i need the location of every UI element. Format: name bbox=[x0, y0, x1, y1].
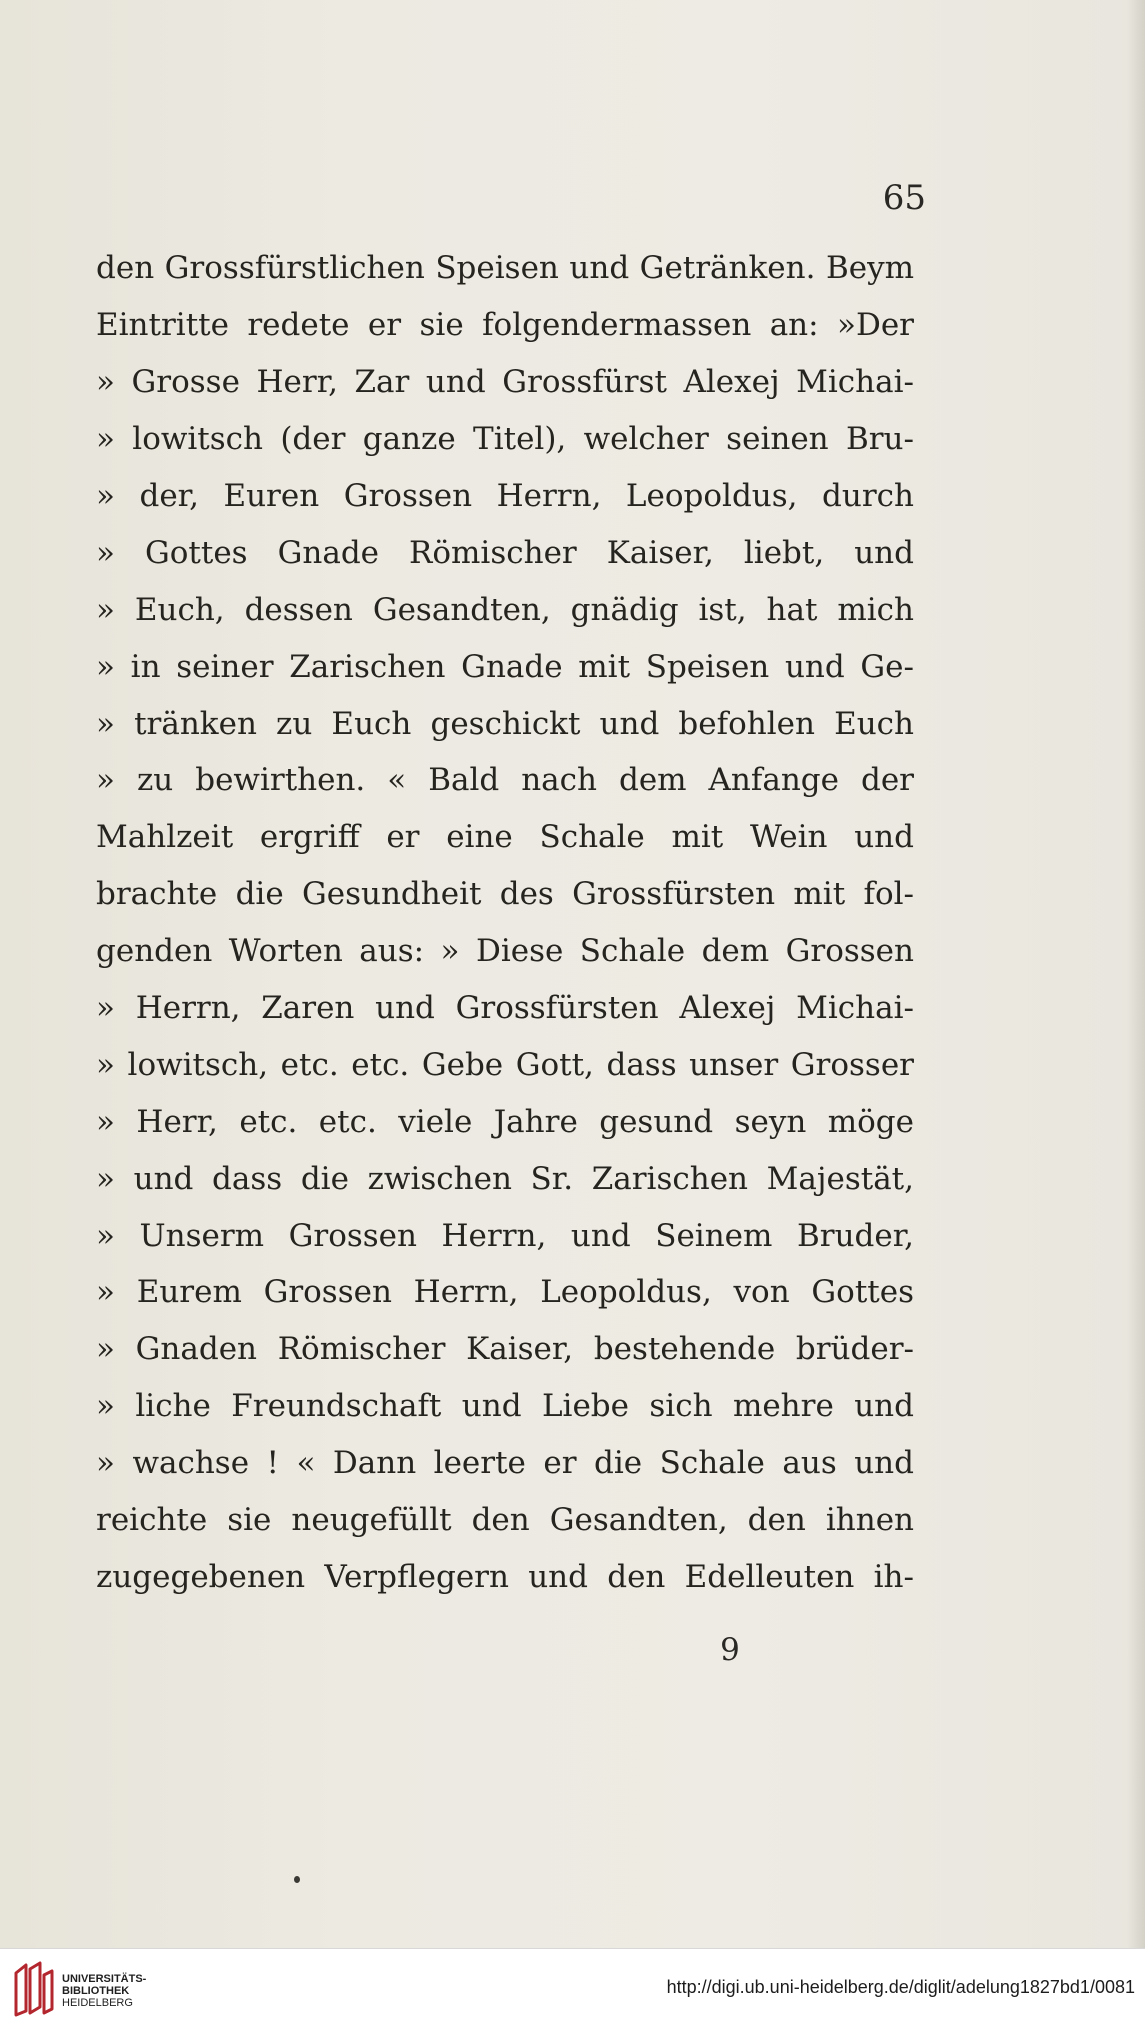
text-line: » Gnaden Römischer Kaiser, bestehende brüder- bbox=[96, 1331, 914, 1368]
text-line: Eintritte redete er sie folgendermassen an: »Der bbox=[96, 307, 914, 344]
text-line: reichte sie neugefüllt den Gesandten, den ihnen bbox=[96, 1502, 914, 1539]
page-edge-shadow bbox=[1127, 0, 1145, 1948]
text-line: » wachse ! « Dann leerte er die Schale aus und bbox=[96, 1445, 914, 1482]
text-line: » zu bewirthen. « Bald nach dem Anfange der bbox=[96, 762, 914, 799]
university-library-logo-icon[interactable] bbox=[10, 1961, 56, 2019]
body-text bbox=[96, 240, 914, 1605]
text-line: » liche Freundschaft und Liebe sich mehre und bbox=[96, 1388, 914, 1425]
text-line: » Grosse Herr, Zar und Grossfürst Alexej Michai- bbox=[96, 364, 914, 401]
source-url-link[interactable]: http://digi.ub.uni-heidelberg.de/diglit/adelung1827bd1/0081 bbox=[666, 1977, 1135, 1997]
text-line: » lowitsch (der ganze Titel), welcher seinen Bru- bbox=[96, 421, 914, 458]
page-number: 65 bbox=[882, 178, 926, 218]
text-line: den Grossfürstlichen Speisen und Getränken. Beym bbox=[96, 250, 914, 287]
text-line: » lowitsch, etc. etc. Gebe Gott, dass unser Grosser bbox=[96, 1046, 914, 1083]
text-line: » Herrn, Zaren und Grossfürsten Alexej Michai- bbox=[96, 990, 914, 1027]
text-line: » tränken zu Euch geschickt und befohlen Euch bbox=[96, 705, 914, 742]
text-line: » Herr, etc. etc. viele Jahre gesund seyn möge bbox=[96, 1103, 914, 1140]
library-name-line: UNIVERSITÄTS- bbox=[62, 1973, 147, 1985]
text-line: » Eurem Grossen Herrn, Leopoldus, von Gottes bbox=[96, 1274, 914, 1311]
text-line: brachte die Gesundheit des Grossfürsten mit fol- bbox=[96, 876, 914, 913]
ink-speck bbox=[294, 1876, 300, 1883]
signature-mark: 9 bbox=[720, 1632, 740, 1668]
library-name bbox=[62, 1973, 146, 2009]
text-line: » Euch, dessen Gesandten, gnädig ist, hat mich bbox=[96, 591, 914, 628]
text-line: » in seiner Zarischen Gnade mit Speisen und Ge- bbox=[96, 648, 914, 685]
text-line: » Gottes Gnade Römischer Kaiser, liebt, und bbox=[96, 534, 914, 571]
text-line: Mahlzeit ergriff er eine Schale mit Wein und bbox=[96, 819, 914, 856]
text-line: » der, Euren Grossen Herrn, Leopoldus, durch bbox=[96, 478, 914, 514]
library-name-line: HEIDELBERG bbox=[62, 1997, 133, 2009]
library-name-line: BIBLIOTHEK bbox=[62, 1985, 130, 1997]
text-line: » und dass die zwischen Sr. Zarischen Majestät, bbox=[96, 1160, 914, 1197]
text-line: » Unserm Grossen Herrn, und Seinem Bruder, bbox=[96, 1217, 914, 1254]
viewer-footer bbox=[0, 1948, 1145, 2031]
text-line: zugegebenen Verpflegern und den Edelleuten ih- bbox=[96, 1558, 914, 1595]
text-line: genden Worten aus: » Diese Schale dem Grossen bbox=[96, 933, 914, 970]
